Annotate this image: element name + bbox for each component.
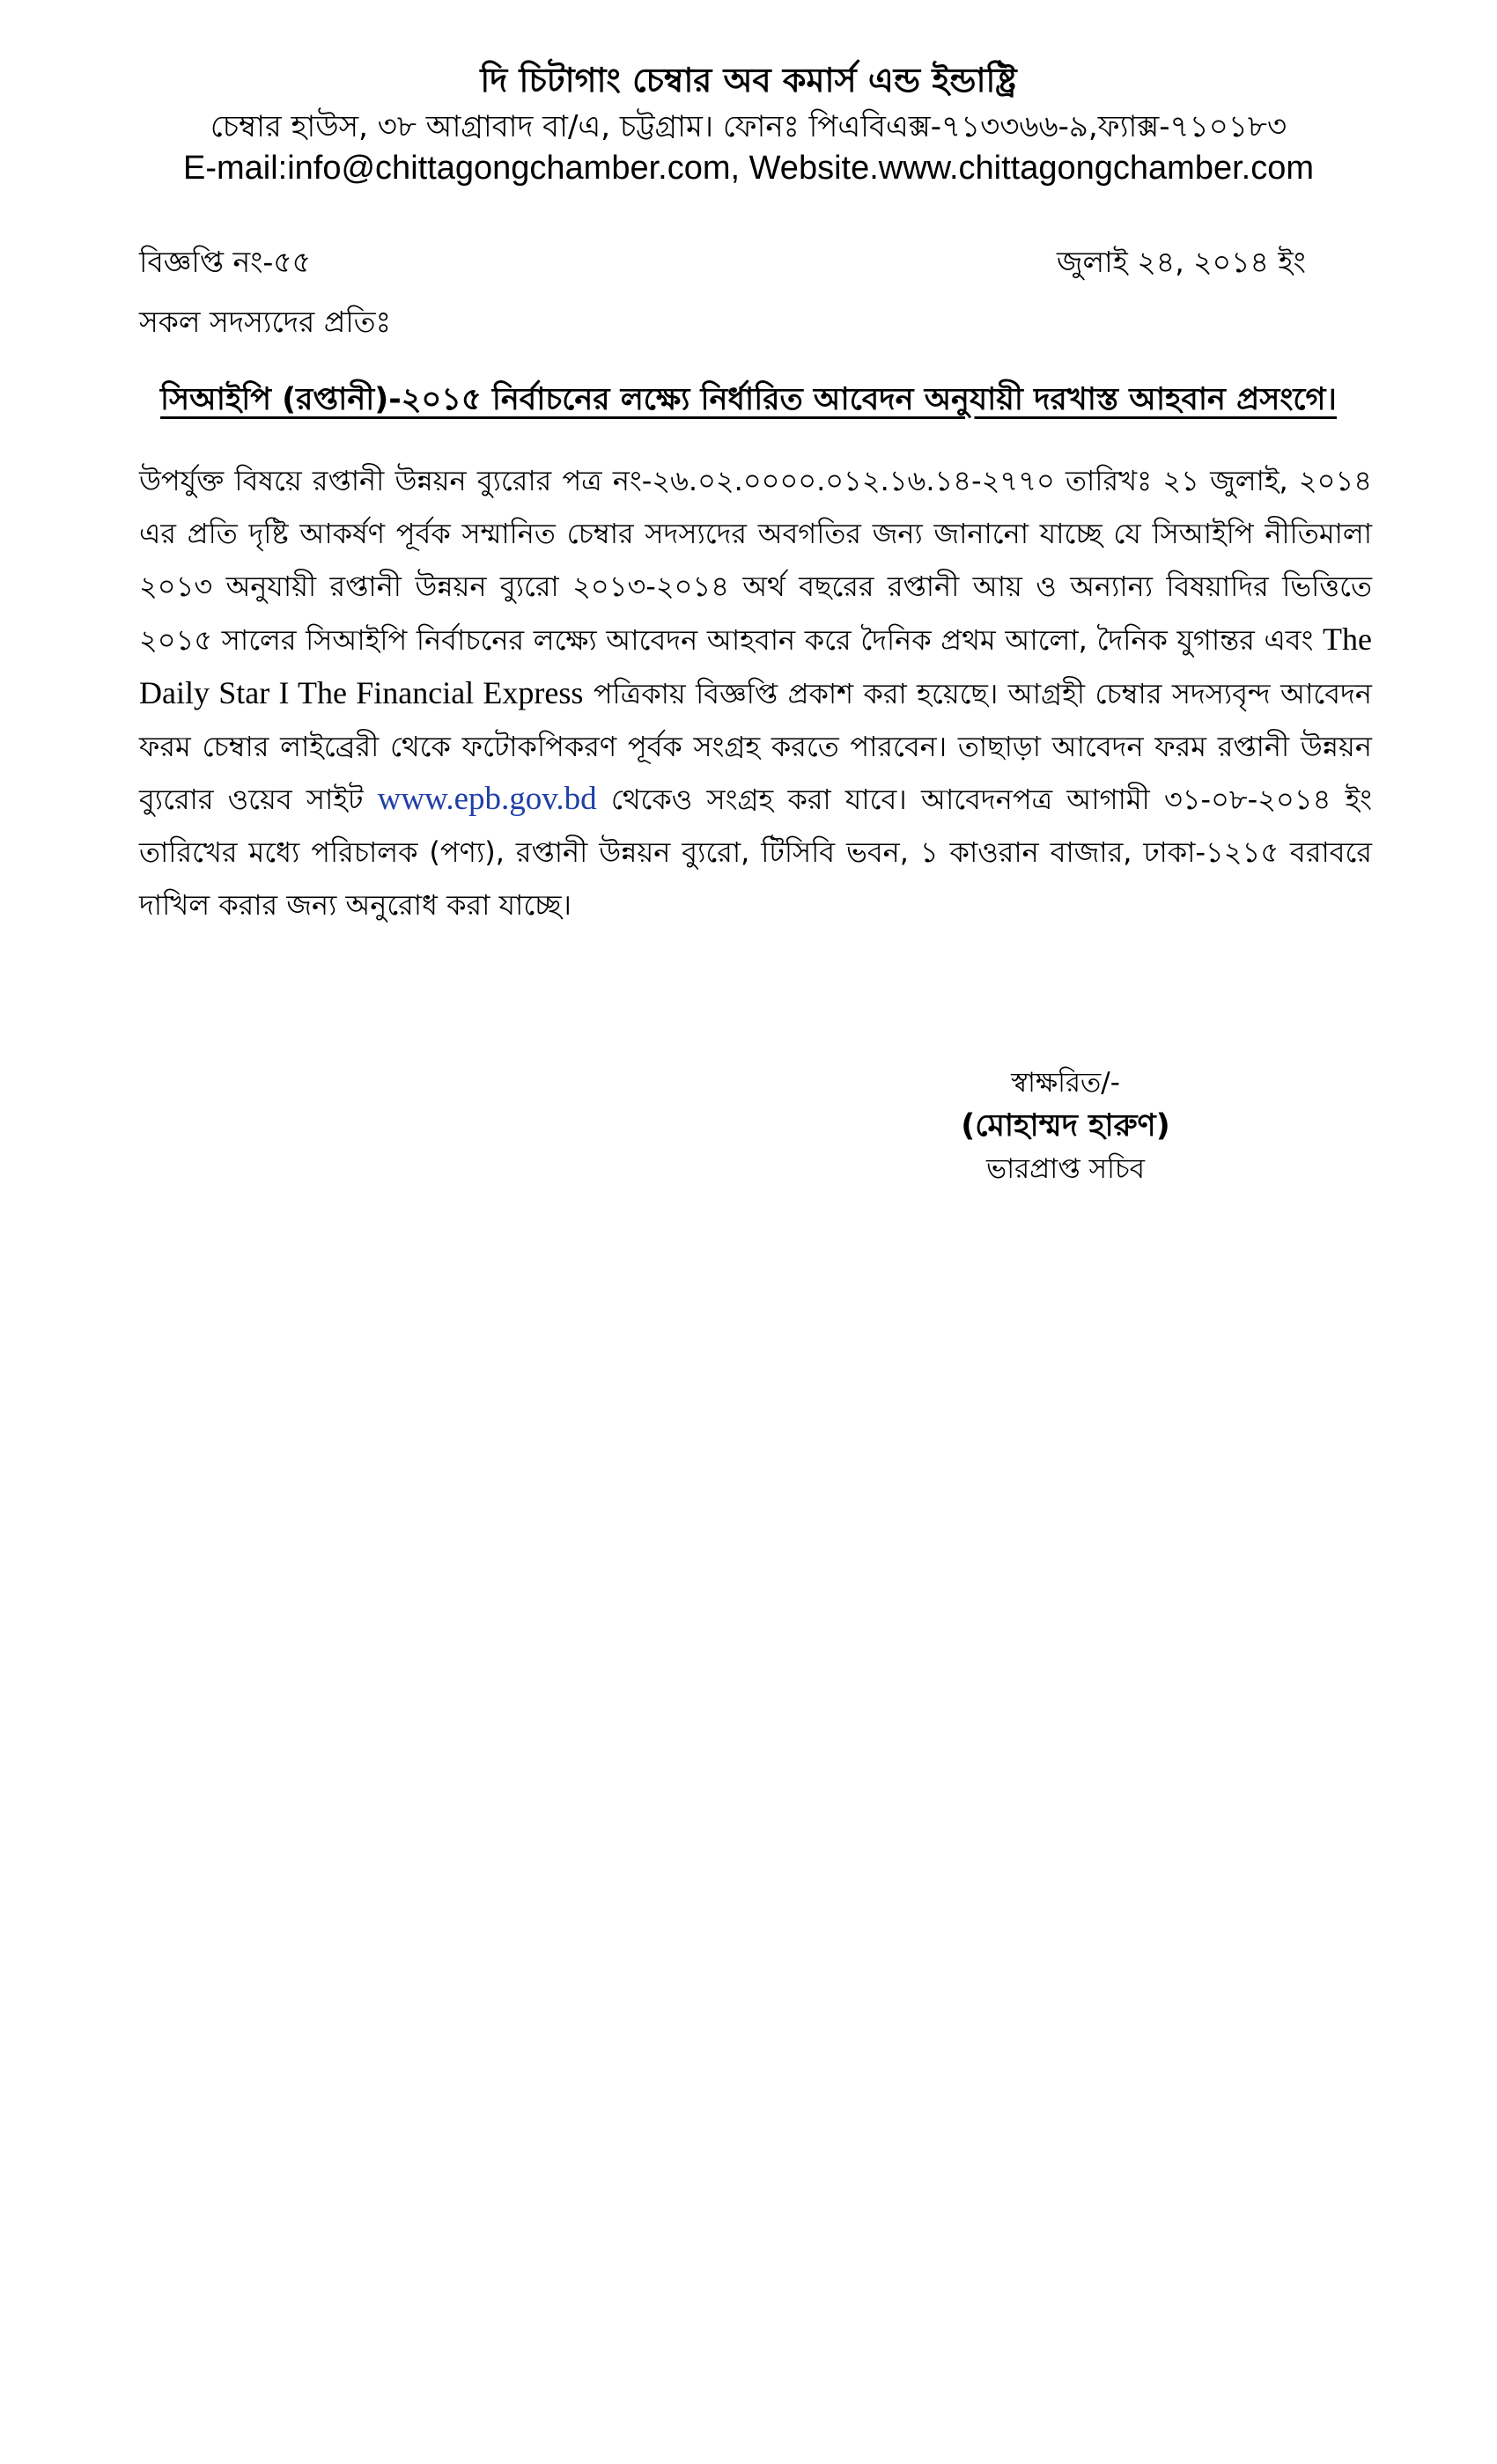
signed-mark: স্বাক্ষরিত/- — [1011, 1067, 1120, 1099]
signature-block — [916, 1063, 1215, 1188]
memo-date: জুলাই ২৪, ২০১৪ ইং — [1057, 245, 1306, 279]
organization-contact: E-mail:info@chittagongchamber.com, Website.www.chittagongchamber.com — [182, 150, 1315, 187]
subject-text: সিআইপি (রপ্তানী)-২০১৫ নির্বাচনের লক্ষ্যে নির্ধারিত আবেদন অনুযায়ী দরখাস্ত আহবান প্রসংগে। — [160, 382, 1337, 417]
memo-number: বিজ্ঞপ্তি নং-৫৫ — [139, 245, 312, 279]
organization-name: দি চিটাগাং চেম্বার অব কমার্স এন্ড ইন্ডাষ্ট্রি — [480, 61, 1017, 99]
subject-line — [0, 375, 1497, 427]
body-part-1: উপর্যুক্ত বিষয়ে রপ্তানী উন্নয়ন ব্যুরোর পত্র নং-২৬.০২.০০০০.০১২.১৬.১৪-২৭৭০ তারিখঃ ২১ জুলাই, ২০১৪ এর প্রতি দৃষ্টি আকর্ষণ পূর্বক সম্মানিত চেম্বার সদস্যদের অবগতির জন্য জানানো যাচ্ছে যে সিআইপি নীতিমালা ২০১৩ অনুযায়ী রপ্তানী উন্নয়ন ব্যুরো ২০১৩-২০১৪ অর্থ বছরের রপ্তানী আয় ও অন্যান্য বিষয়াদির ভিত্তিতে ২০১৫ সালের সিআইপি নির্বাচনের লক্ষ্যে আবেদন আহবান করে দৈনিক প্রথম আলো, দৈনিক যুগান্তর এবং — [139, 464, 1373, 657]
body-part-3: থেকেও সংগ্রহ করা যাবে। আবেদনপত্র আগামী ৩১-০৮-২০১৪ ইং তারিখের মধ্যে পরিচালক (পণ্য), রপ্তানী উন্নয়ন ব্যুরো, টিসিবি ভবন, ১ কাওরান বাজার, ঢাকা-১২১৫ বরাবরে দাখিল করার জন্য অনুরোধ করা যাচ্ছে। — [139, 783, 1372, 922]
organization-address: চেম্বার হাউস, ৩৮ আগ্রাবাদ বা/এ, চট্টগ্রাম। ফোনঃ পিএবিএক্স-৭১৩৩৬৬-৯,ফ্যাক্স-৭১০১৮৩ — [210, 109, 1287, 144]
signatory-title: ভারপ্রাপ্ত সচিব — [986, 1153, 1145, 1185]
notice-body — [139, 454, 1372, 931]
signatory-name: (মোহাম্মদ হারুণ) — [961, 1108, 1170, 1144]
newspaper-names: The Daily Star I The Financial Express — [139, 622, 1372, 710]
salutation: সকল সদস্যদের প্রতিঃ — [139, 305, 392, 339]
epb-website-link[interactable]: www.epb.gov.bd — [377, 781, 597, 817]
body-part-2: পত্রিকায় বিজ্ঞপ্তি প্রকাশ করা হয়েছে। আগ্রহী চেম্বার সদস্যবৃন্দ আবেদন ফরম চেম্বার লাইব্রেরী থেকে ফটোকপিকরণ পূর্বক সংগ্রহ করতে পারবেন। তাছাড়া আবেদন ফরম রপ্তানী উন্নয়ন ব্যুরোর ওয়েব সাইট — [139, 677, 1373, 816]
